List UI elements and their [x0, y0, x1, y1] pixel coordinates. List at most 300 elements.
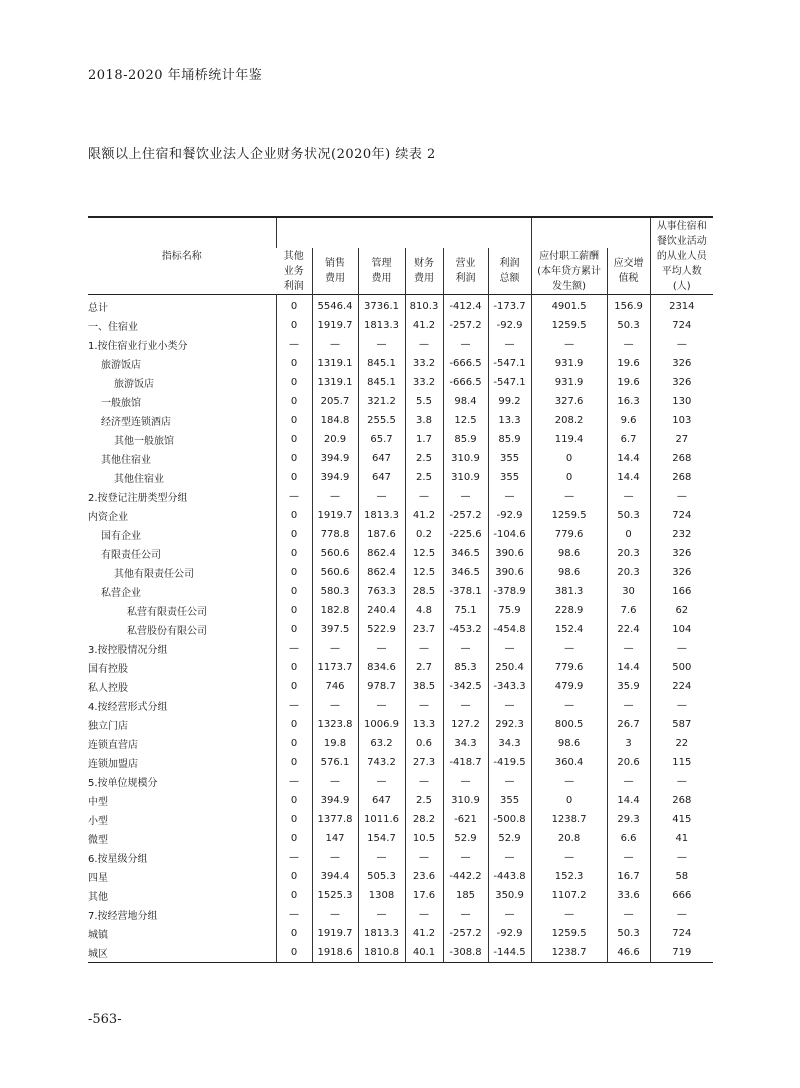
table-cell: 360.4	[531, 753, 607, 772]
table-cell: —	[312, 487, 358, 506]
table-cell: 326	[650, 354, 713, 373]
row-label: 经济型连锁酒店	[101, 417, 171, 428]
table-cell: —	[405, 772, 443, 791]
table-cell: 666	[650, 886, 713, 905]
table-row	[88, 848, 713, 867]
row-label: 国有控股	[88, 664, 128, 675]
row-label: 一般旅馆	[101, 398, 141, 409]
table-cell: 0	[276, 943, 312, 963]
table-cell: 0	[531, 468, 607, 487]
table-cell: 240.4	[358, 601, 405, 620]
table-cell: 310.9	[443, 468, 488, 487]
table-cell: 50.3	[607, 924, 650, 943]
table-cell: 1319.1	[312, 354, 358, 373]
table-cell: 13.3	[405, 715, 443, 734]
table-cell: —	[607, 905, 650, 924]
table-cell: -500.8	[488, 810, 531, 829]
table-row	[88, 639, 713, 658]
table-cell: 862.4	[358, 544, 405, 563]
row-label: 小型	[88, 816, 108, 827]
table-cell: —	[312, 772, 358, 791]
table-cell: 724	[650, 924, 713, 943]
table-cell: 1918.6	[312, 943, 358, 963]
table-row	[88, 506, 713, 525]
table-row	[88, 295, 713, 317]
table-cell: —	[650, 696, 713, 715]
table-row	[88, 373, 713, 392]
page-header: 2018-2020 年埇桥统计年鉴	[88, 68, 263, 83]
table-cell: 1813.3	[358, 506, 405, 525]
table-cell: 85.9	[488, 430, 531, 449]
table-row	[88, 620, 713, 639]
table-cell: 14.4	[607, 468, 650, 487]
table-row	[88, 582, 713, 601]
table-cell: 268	[650, 791, 713, 810]
table-cell: —	[488, 639, 531, 658]
table-cell: —	[276, 335, 312, 354]
table-cell: —	[531, 696, 607, 715]
table-cell: -257.2	[443, 506, 488, 525]
table-cell: 30	[607, 582, 650, 601]
table-row	[88, 335, 713, 354]
header-indicator: 指标名称	[161, 250, 202, 262]
table-cell: 2.7	[405, 658, 443, 677]
row-label: 一、住宿业	[88, 322, 138, 333]
table-cell: 35.9	[607, 677, 650, 696]
table-cell: 381.3	[531, 582, 607, 601]
table-cell: -308.8	[443, 943, 488, 963]
table-cell: 1810.8	[358, 943, 405, 963]
table-cell: 1919.7	[312, 506, 358, 525]
table-cell: -621	[443, 810, 488, 829]
row-label: 其他	[88, 892, 108, 903]
table-cell: 224	[650, 677, 713, 696]
header-total-profit: 利润总额	[488, 248, 531, 295]
table-cell: —	[358, 335, 405, 354]
table-row	[88, 772, 713, 791]
table-row	[88, 316, 713, 335]
table-cell: 27.3	[405, 753, 443, 772]
table-cell: 0	[276, 886, 312, 905]
table-cell: 560.6	[312, 563, 358, 582]
table-cell: 4901.5	[531, 295, 607, 317]
table-cell: —	[276, 772, 312, 791]
row-label: 国有企业	[101, 531, 141, 542]
table-row	[88, 886, 713, 905]
table-cell: 321.2	[358, 392, 405, 411]
table-cell: —	[276, 848, 312, 867]
row-label: 1.按住宿业行业小类分	[88, 341, 188, 352]
table-cell: 390.6	[488, 544, 531, 563]
table-cell: -443.8	[488, 867, 531, 886]
table-row	[88, 449, 713, 468]
table-cell: 75.1	[443, 601, 488, 620]
table-cell: —	[531, 848, 607, 867]
table-cell: 390.6	[488, 563, 531, 582]
table-cell: -378.9	[488, 582, 531, 601]
table-cell: 33.6	[607, 886, 650, 905]
row-label: 3.按控股情况分组	[88, 645, 168, 656]
table-cell: 1919.7	[312, 924, 358, 943]
table-cell: 228.9	[531, 601, 607, 620]
table-cell: 12.5	[405, 563, 443, 582]
table-cell: —	[312, 335, 358, 354]
table-cell: —	[443, 639, 488, 658]
table-cell: 152.3	[531, 867, 607, 886]
table-cell: 0	[276, 563, 312, 582]
table-row	[88, 867, 713, 886]
table-cell: 115	[650, 753, 713, 772]
table-cell: 1259.5	[531, 506, 607, 525]
table-cell: 187.6	[358, 525, 405, 544]
table-cell: 845.1	[358, 373, 405, 392]
table-row	[88, 753, 713, 772]
table-cell: -412.4	[443, 295, 488, 317]
row-label: 独立门店	[88, 721, 128, 732]
table-cell: 310.9	[443, 791, 488, 810]
table-cell: 576.1	[312, 753, 358, 772]
table-cell: 394.9	[312, 791, 358, 810]
table-cell: 1011.6	[358, 810, 405, 829]
table-cell: 182.8	[312, 601, 358, 620]
table-cell: 184.8	[312, 411, 358, 430]
table-cell: 26.7	[607, 715, 650, 734]
row-label: 2.按登记注册类型分组	[88, 493, 188, 504]
table-cell: 38.5	[405, 677, 443, 696]
table-cell: 6.7	[607, 430, 650, 449]
table-cell: 5.5	[405, 392, 443, 411]
table-cell: -547.1	[488, 373, 531, 392]
row-label: 连锁直营店	[88, 740, 138, 751]
table-cell: 119.4	[531, 430, 607, 449]
table-cell: 500	[650, 658, 713, 677]
row-label: 4.按经营形式分组	[88, 702, 168, 713]
table-cell: 33.2	[405, 354, 443, 373]
header-employees: 从事住宿和餐饮业活动的从业人员平均人数(人)	[650, 217, 713, 295]
table-cell: 763.3	[358, 582, 405, 601]
row-label: 6.按星级分组	[88, 854, 148, 865]
table-cell: —	[276, 696, 312, 715]
table-cell: 268	[650, 468, 713, 487]
table-cell: 724	[650, 506, 713, 525]
table-cell: -225.6	[443, 525, 488, 544]
table-cell: 0	[276, 753, 312, 772]
table-cell: 52.9	[488, 829, 531, 848]
table-row	[88, 734, 713, 753]
table-cell: 20.3	[607, 563, 650, 582]
header-payroll: 应付职工薪酬(本年贷方累计发生额)	[531, 248, 607, 295]
table-cell: 208.2	[531, 411, 607, 430]
table-cell: —	[405, 848, 443, 867]
table-cell: 5546.4	[312, 295, 358, 317]
table-cell: 845.1	[358, 354, 405, 373]
table-cell: 2.5	[405, 449, 443, 468]
table-row	[88, 829, 713, 848]
table-cell: —	[443, 905, 488, 924]
table-row	[88, 905, 713, 924]
table-cell: 185	[443, 886, 488, 905]
table-cell: -666.5	[443, 373, 488, 392]
row-label: 私营股份有限公司	[127, 626, 207, 637]
table-cell: 1.7	[405, 430, 443, 449]
table-cell: 41.2	[405, 924, 443, 943]
table-cell: 346.5	[443, 544, 488, 563]
table-cell: 22	[650, 734, 713, 753]
table-cell: 41	[650, 829, 713, 848]
table-cell: —	[488, 335, 531, 354]
table-cell: 1238.7	[531, 943, 607, 963]
row-label: 四星	[88, 873, 108, 884]
table-cell: 20.6	[607, 753, 650, 772]
table-cell: 85.9	[443, 430, 488, 449]
table-cell: —	[312, 905, 358, 924]
table-cell: 0	[531, 449, 607, 468]
table-cell: 1259.5	[531, 316, 607, 335]
row-label: 内资企业	[88, 512, 128, 523]
table-row	[88, 924, 713, 943]
row-label: 中型	[88, 797, 108, 808]
table-row	[88, 468, 713, 487]
table-cell: 743.2	[358, 753, 405, 772]
table-cell: 746	[312, 677, 358, 696]
table-cell: —	[488, 848, 531, 867]
table-cell: 2314	[650, 295, 713, 317]
table-cell: —	[312, 639, 358, 658]
table-cell: 522.9	[358, 620, 405, 639]
table-cell: -666.5	[443, 354, 488, 373]
table-cell: —	[607, 772, 650, 791]
header-group-blank-2	[531, 217, 650, 248]
table-cell: —	[405, 696, 443, 715]
table-row	[88, 563, 713, 582]
table-row	[88, 658, 713, 677]
table-cell: 147	[312, 829, 358, 848]
table-cell: —	[650, 905, 713, 924]
table-cell: 0	[276, 734, 312, 753]
table-cell: 255.5	[358, 411, 405, 430]
table-cell: 647	[358, 449, 405, 468]
table-cell: -92.9	[488, 316, 531, 335]
table-cell: —	[531, 905, 607, 924]
table-cell: 268	[650, 449, 713, 468]
table-cell: 1173.7	[312, 658, 358, 677]
page-number: -563-	[88, 1012, 122, 1027]
table-cell: 50.3	[607, 316, 650, 335]
table-cell: -547.1	[488, 354, 531, 373]
table-cell: 0	[276, 295, 312, 317]
table-cell: 41.2	[405, 316, 443, 335]
table-cell: 29.3	[607, 810, 650, 829]
table-cell: -257.2	[443, 924, 488, 943]
table-cell: —	[358, 696, 405, 715]
table-caption: 限额以上住宿和餐饮业法人企业财务状况(2020年) 续表 2	[88, 147, 436, 162]
row-label: 其他一般旅馆	[114, 436, 174, 447]
table-cell: -144.5	[488, 943, 531, 963]
table-cell: 394.4	[312, 867, 358, 886]
table-cell: —	[650, 487, 713, 506]
table-cell: —	[443, 848, 488, 867]
table-cell: —	[405, 335, 443, 354]
table-cell: —	[488, 696, 531, 715]
table-cell: 0	[276, 924, 312, 943]
table-cell: 397.5	[312, 620, 358, 639]
table-cell: —	[607, 696, 650, 715]
table-cell: —	[650, 335, 713, 354]
table-row	[88, 810, 713, 829]
table-cell: 75.9	[488, 601, 531, 620]
table-cell: 0	[276, 316, 312, 335]
table-cell: 0	[276, 411, 312, 430]
table-row	[88, 677, 713, 696]
table-cell: -257.2	[443, 316, 488, 335]
table-cell: 0	[276, 354, 312, 373]
table-cell: 58	[650, 867, 713, 886]
row-label: 其他有限责任公司	[114, 569, 194, 580]
table-cell: 0	[276, 601, 312, 620]
table-cell: —	[312, 848, 358, 867]
table-cell: 4.8	[405, 601, 443, 620]
table-cell: 7.6	[607, 601, 650, 620]
table-cell: 65.7	[358, 430, 405, 449]
table-cell: 250.4	[488, 658, 531, 677]
table-cell: 19.6	[607, 354, 650, 373]
table-cell: 0	[276, 810, 312, 829]
row-label: 旅游饭店	[114, 379, 154, 390]
header-sales-cost: 销售费用	[312, 248, 358, 295]
table-row	[88, 392, 713, 411]
row-label: 私营有限责任公司	[127, 607, 207, 618]
table-cell: 104	[650, 620, 713, 639]
table-cell: 98.6	[531, 544, 607, 563]
table-cell: 16.7	[607, 867, 650, 886]
table-cell: -343.3	[488, 677, 531, 696]
table-cell: 34.3	[488, 734, 531, 753]
table-cell: 0	[276, 867, 312, 886]
table-cell: -419.5	[488, 753, 531, 772]
table-cell: —	[358, 905, 405, 924]
row-label: 5.按单位规模分	[88, 778, 158, 789]
table-cell: 50.3	[607, 506, 650, 525]
table-cell: —	[276, 639, 312, 658]
table-row	[88, 487, 713, 506]
header-mgmt-cost: 管理费用	[358, 248, 405, 295]
table-cell: 12.5	[443, 411, 488, 430]
table-cell: -442.2	[443, 867, 488, 886]
table-cell: 28.5	[405, 582, 443, 601]
row-label: 私人控股	[88, 683, 128, 694]
table-cell: 0	[276, 373, 312, 392]
table-cell: —	[405, 639, 443, 658]
table-cell: 1377.8	[312, 810, 358, 829]
table-cell: 2.5	[405, 791, 443, 810]
header-other-profit: 其他业务利润	[283, 250, 304, 292]
table-cell: 479.9	[531, 677, 607, 696]
table-cell: 326	[650, 544, 713, 563]
table-cell: —	[443, 696, 488, 715]
table-cell: 1525.3	[312, 886, 358, 905]
header-group-blank	[276, 217, 531, 248]
table-cell: 647	[358, 468, 405, 487]
table-cell: 800.5	[531, 715, 607, 734]
table-cell: 647	[358, 791, 405, 810]
table-cell: —	[443, 772, 488, 791]
table-cell: 19.6	[607, 373, 650, 392]
row-label: 旅游饭店	[101, 360, 141, 371]
table-cell: 154.7	[358, 829, 405, 848]
table-cell: —	[443, 335, 488, 354]
table-cell: -418.7	[443, 753, 488, 772]
table-cell: 9.6	[607, 411, 650, 430]
table-cell: 98.4	[443, 392, 488, 411]
table-cell: 779.6	[531, 525, 607, 544]
table-cell: 23.7	[405, 620, 443, 639]
row-label: 微型	[88, 835, 108, 846]
table-row	[88, 791, 713, 810]
table-cell: 587	[650, 715, 713, 734]
table-cell: 0	[276, 525, 312, 544]
row-label: 7.按经营地分组	[88, 911, 158, 922]
table-cell: 23.6	[405, 867, 443, 886]
table-cell: 394.9	[312, 468, 358, 487]
table-row	[88, 354, 713, 373]
table-cell: —	[531, 487, 607, 506]
table-cell: 0	[276, 430, 312, 449]
row-label: 连锁加盟店	[88, 759, 138, 770]
header-vat: 应交增值税	[607, 248, 650, 295]
table-cell: 63.2	[358, 734, 405, 753]
table-cell: —	[358, 848, 405, 867]
table-cell: —	[650, 639, 713, 658]
table-body	[88, 295, 713, 963]
table-cell: 85.3	[443, 658, 488, 677]
table-cell: —	[312, 696, 358, 715]
table-cell: 98.6	[531, 563, 607, 582]
table-cell: 0	[276, 715, 312, 734]
table-cell: —	[358, 639, 405, 658]
table-cell: 834.6	[358, 658, 405, 677]
table-cell: 346.5	[443, 563, 488, 582]
table-cell: 0	[276, 544, 312, 563]
table-cell: 27	[650, 430, 713, 449]
table-cell: -92.9	[488, 506, 531, 525]
table-cell: 12.5	[405, 544, 443, 563]
table-cell: 103	[650, 411, 713, 430]
table-cell: 0.6	[405, 734, 443, 753]
table-cell: 52.9	[443, 829, 488, 848]
table-cell: —	[488, 772, 531, 791]
table-cell: -454.8	[488, 620, 531, 639]
table-cell: —	[607, 487, 650, 506]
table-cell: 1319.1	[312, 373, 358, 392]
table-cell: -92.9	[488, 924, 531, 943]
table-cell: 34.3	[443, 734, 488, 753]
table-cell: —	[531, 639, 607, 658]
table-cell: 350.9	[488, 886, 531, 905]
table-cell: 1813.3	[358, 924, 405, 943]
table-cell: —	[276, 487, 312, 506]
table-cell: 127.2	[443, 715, 488, 734]
row-label: 城区	[88, 949, 108, 960]
table-cell: —	[488, 487, 531, 506]
table-cell: 1259.5	[531, 924, 607, 943]
table-cell: 6.6	[607, 829, 650, 848]
table-cell: 394.9	[312, 449, 358, 468]
table-cell: 1813.3	[358, 316, 405, 335]
table-cell: 13.3	[488, 411, 531, 430]
table-cell: —	[607, 335, 650, 354]
table-cell: 0	[276, 468, 312, 487]
table-cell: 0	[276, 658, 312, 677]
